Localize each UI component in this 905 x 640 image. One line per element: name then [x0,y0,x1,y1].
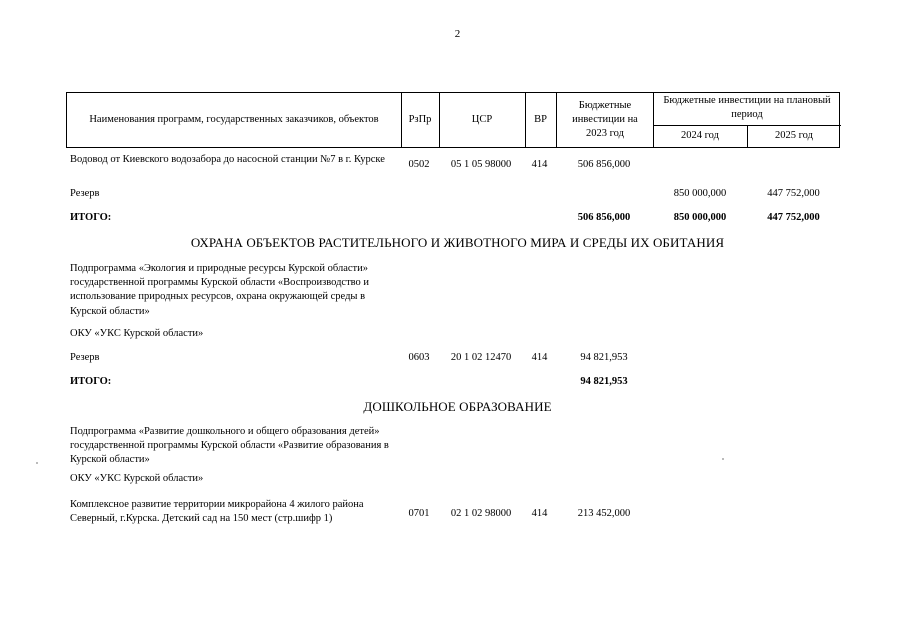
row-itogo1-2023: 506 856,000 [577,212,631,223]
header-2023: Бюджетные инвестиции на 2023 год [572,99,638,140]
row-itogo1-name: ИТОГО: [70,212,112,223]
row-itogo1-2024: 850 000,000 [673,212,727,223]
page-number: 2 [454,28,461,40]
header-planned: Бюджетные инвестиции на плановый период [663,95,831,120]
row-vodovod-2023: 506 856,000 [577,159,631,170]
row-kompleks-rzpr: 0701 [408,508,430,519]
row-rezerv1-name: Резерв [70,188,100,199]
row-rezerv2-2023: 94 821,953 [580,352,628,363]
subprogram-ecology: Подпрограмма «Экология и природные ресурсы Курской области» государственной программы Курской области «Воспроизводство и использование природных ресурсов, охрана окружающей среды в Курской области» [70,263,370,317]
row-rezerv2-csr: 20 1 02 12470 [450,352,512,363]
row-kompleks-2023: 213 452,000 [577,508,631,519]
row-rezerv2-vr: 414 [531,352,548,363]
row-rezerv1-2024: 850 000,000 [673,188,727,199]
header-csr: ЦСР [471,113,493,125]
customer-oku-2: ОКУ «УКС Курской области» [70,473,204,484]
row-vodovod-vr: 414 [531,159,548,170]
header-2024: 2024 год [681,129,719,141]
header-2025: 2025 год [775,129,813,141]
section-title-preschool: ДОШКОЛЬНОЕ ОБРАЗОВАНИЕ [363,399,552,414]
subprogram-education: Подпрограмма «Развитие дошкольного и общего образования детей» государственной программы Курской области «Развитие образования в Курской области» [70,426,389,466]
header-name: Наименования программ, государственных заказчиков, объектов [89,113,379,125]
row-itogo1-2025: 447 752,000 [767,212,820,223]
row-rezerv2-rzpr: 0603 [408,352,430,363]
row-vodovod-rzpr: 0502 [408,159,430,170]
row-vodovod-csr: 05 1 05 98000 [450,159,512,170]
row-kompleks-csr: 02 1 02 98000 [450,508,512,519]
customer-oku-1: ОКУ «УКС Курской области» [70,328,204,339]
row-rezerv1-2025: 447 752,000 [767,188,820,199]
header-rzpr: РзПр [408,113,432,125]
row-kompleks-vr: 414 [531,508,548,519]
table-header [66,92,840,148]
row-itogo2-name: ИТОГО: [70,376,112,387]
row-kompleks-name: Комплексное развитие территории микрорайона 4 жилого района Северный, г.Курска. Детский сад на 150 мест (стр.шифр 1) [70,499,364,525]
row-vodovod-name: Водовод от Киевского водозабора до насосной станции №7 в г. Курске [70,154,385,165]
header-vr: ВР [534,113,547,125]
row-itogo2-2023: 94 821,953 [580,376,628,387]
section-title-environment: ОХРАНА ОБЪЕКТОВ РАСТИТЕЛЬНОГО И ЖИВОТНОГО МИРА И СРЕДЫ ИХ ОБИТАНИЯ [190,235,725,250]
row-rezerv2-name: Резерв [70,352,100,363]
